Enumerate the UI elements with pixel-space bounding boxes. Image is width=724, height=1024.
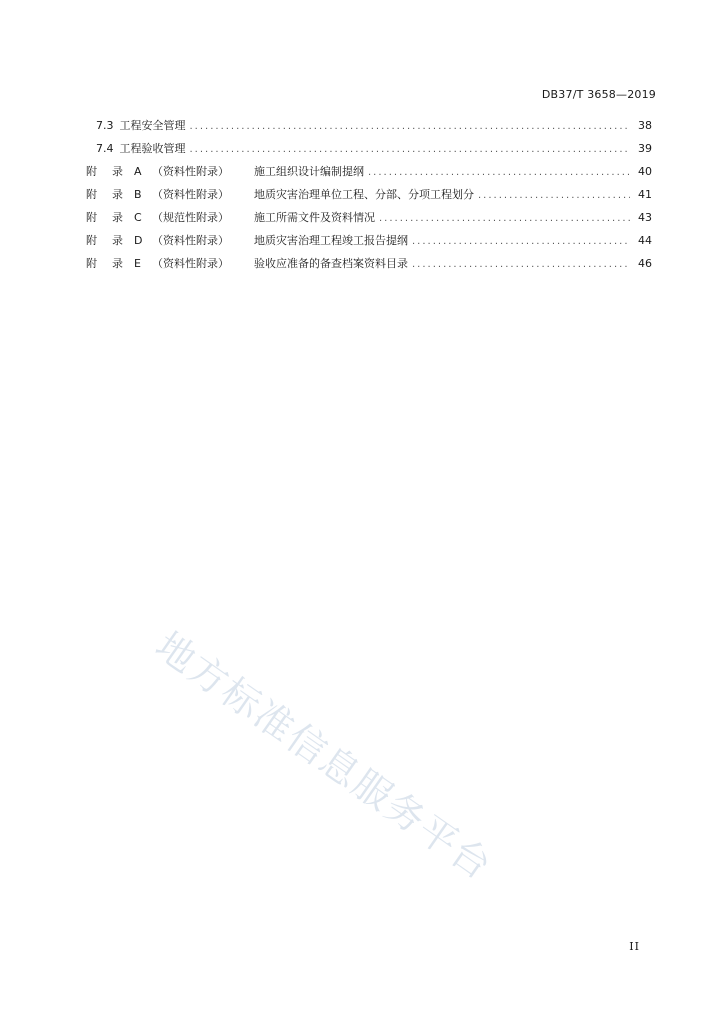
- section-number: 7.3: [96, 119, 114, 132]
- page-number-ref: 40: [638, 165, 652, 178]
- dot-leader: [368, 167, 630, 178]
- appendix-char-1: 附: [86, 234, 97, 247]
- toc-entry[interactable]: [86, 186, 652, 209]
- toc-entry[interactable]: [86, 232, 652, 255]
- page-number-ref: 43: [638, 211, 652, 224]
- appendix-char-2: 录: [112, 165, 123, 178]
- appendix-type: （资料性附录）: [152, 188, 229, 201]
- watermark: 地方标准信息服务平台: [147, 623, 501, 889]
- page-number-ref: 39: [638, 142, 652, 155]
- dot-leader: [478, 190, 630, 201]
- appendix-type: （资料性附录）: [152, 234, 229, 247]
- dot-leader: [412, 259, 630, 270]
- appendix-char-2: 录: [112, 257, 123, 270]
- appendix-char-2: 录: [112, 234, 123, 247]
- dot-leader: [190, 144, 631, 155]
- page-number-ref: 46: [638, 257, 652, 270]
- page-number-ref: 41: [638, 188, 652, 201]
- toc-entry[interactable]: [86, 163, 652, 186]
- appendix-letter: B: [134, 188, 142, 201]
- toc-entry[interactable]: [86, 209, 652, 232]
- dot-leader: [412, 236, 630, 247]
- entry-title: 工程安全管理: [119, 119, 186, 132]
- toc-entry[interactable]: [86, 255, 652, 278]
- appendix-type: （规范性附录）: [152, 211, 229, 224]
- entry-title: 施工所需文件及资料情况: [254, 211, 375, 224]
- appendix-char-1: 附: [86, 257, 97, 270]
- appendix-type: （资料性附录）: [152, 165, 229, 178]
- page-number: II: [629, 940, 640, 953]
- standard-code: DB37/T 3658—2019: [541, 88, 656, 101]
- appendix-char-1: 附: [86, 188, 97, 201]
- entry-title: 地质灾害治理工程竣工报告提纲: [254, 234, 408, 247]
- appendix-char-2: 录: [112, 211, 123, 224]
- toc-entry[interactable]: [86, 117, 652, 140]
- dot-leader: [190, 121, 631, 132]
- appendix-type: （资料性附录）: [152, 257, 229, 270]
- page-number-ref: 44: [638, 234, 652, 247]
- dot-leader: [379, 213, 630, 224]
- page-number-ref: 38: [638, 119, 652, 132]
- appendix-letter: C: [134, 211, 142, 224]
- appendix-letter: D: [134, 234, 143, 247]
- entry-title: 施工组织设计编制提纲: [254, 165, 364, 178]
- entry-title: 验收应准备的备查档案资料目录: [254, 257, 408, 270]
- appendix-char-1: 附: [86, 165, 97, 178]
- appendix-char-1: 附: [86, 211, 97, 224]
- toc-entry[interactable]: [86, 140, 652, 163]
- section-number: 7.4: [96, 142, 114, 155]
- entry-title: 地质灾害治理单位工程、分部、分项工程划分: [254, 188, 474, 201]
- appendix-letter: E: [134, 257, 141, 270]
- appendix-char-2: 录: [112, 188, 123, 201]
- appendix-letter: A: [134, 165, 142, 178]
- table-of-contents: [86, 117, 652, 278]
- entry-title: 工程验收管理: [119, 142, 186, 155]
